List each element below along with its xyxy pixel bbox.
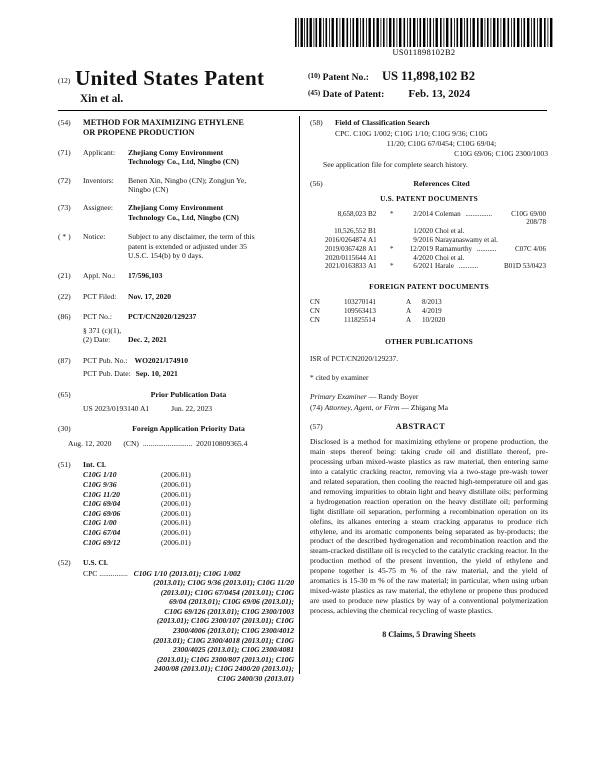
abstract-heading: ABSTRACT bbox=[395, 421, 446, 431]
foreign-kind: A bbox=[406, 297, 412, 306]
us-cl-line-text: (2013.01); C10G 2300/107 (2013.01); C10G bbox=[156, 616, 294, 626]
foreign-country: CN bbox=[310, 315, 320, 324]
foreign-priority-country: (CN) bbox=[123, 438, 139, 448]
us-cl-label: U.S. Cl. bbox=[83, 558, 108, 568]
invention-title-entry bbox=[58, 118, 294, 139]
us-cl-line bbox=[83, 588, 294, 598]
field-of-search-line2: 11/20; C10G 67/0454; C10G 69/04; bbox=[386, 139, 497, 148]
ref-date: 2/2014 bbox=[413, 209, 433, 218]
us-patent-documents-heading: U.S. PATENT DOCUMENTS bbox=[380, 194, 478, 204]
int-cl-version: (2006.01) bbox=[161, 479, 191, 489]
inid-22: (22) bbox=[58, 291, 71, 301]
table-row bbox=[310, 236, 548, 245]
appl-no-entry bbox=[58, 271, 294, 280]
ref-number: 10,526,552 bbox=[334, 227, 366, 236]
pct-pub-date-label: PCT Pub. Date: bbox=[83, 368, 131, 378]
us-cl-line-text: (2013.01); C10G 2300/807 (2013.01); C10G bbox=[156, 654, 294, 664]
ref-class bbox=[502, 254, 548, 263]
int-cl-entry bbox=[58, 460, 294, 469]
inventors-value bbox=[128, 176, 294, 195]
prior-pub-values bbox=[83, 404, 294, 413]
notice-value bbox=[128, 232, 294, 260]
us-cl-line-text: (2013.01); C10G 2300/4018 (2013.01); C10G bbox=[153, 635, 294, 645]
prior-pub-date: Jun. 22, 2023 bbox=[171, 403, 213, 413]
us-cl-line bbox=[83, 569, 294, 579]
pct-pub-value: WO2021/174910 bbox=[134, 355, 189, 365]
inid-86: (86) bbox=[58, 312, 71, 322]
patent-date-value: Feb. 13, 2024 bbox=[408, 88, 471, 100]
int-cl-version: (2006.01) bbox=[161, 489, 191, 499]
cpc-dots: ............... bbox=[99, 568, 128, 578]
fcs-cpc-label: CPC bbox=[335, 129, 350, 139]
ref-name-text: Ramamurthy bbox=[435, 244, 473, 253]
pct-371-body bbox=[83, 326, 294, 345]
ref-date: 1/2020 bbox=[413, 227, 433, 236]
foreign-patent-documents-table bbox=[310, 298, 548, 325]
ref-name-text: Harale bbox=[435, 262, 454, 271]
ref-name: Narayanaswamy et al. bbox=[435, 235, 498, 244]
ref-number: 2020/0115644 bbox=[325, 253, 366, 262]
table-row bbox=[310, 307, 548, 316]
ref-number: 2019/0367428 bbox=[325, 244, 366, 253]
other-publications-heading: OTHER PUBLICATIONS bbox=[385, 336, 473, 346]
primary-examiner-label: Primary Examiner bbox=[310, 392, 367, 402]
us-cl-line bbox=[83, 607, 294, 617]
foreign-priority-values bbox=[68, 439, 294, 448]
us-cl-line bbox=[83, 597, 294, 607]
inid-30: (30) bbox=[58, 424, 71, 434]
inid-spacer-371 bbox=[58, 326, 83, 345]
page-title: United States Patent bbox=[75, 66, 265, 90]
inid-21: (21) bbox=[58, 271, 71, 281]
notice-label: Notice: bbox=[83, 232, 106, 242]
foreign-number: 103270141 bbox=[344, 297, 376, 306]
foreign-date: 4/2019 bbox=[422, 306, 442, 315]
ref-kind: A1 bbox=[368, 262, 377, 271]
table-row bbox=[310, 262, 548, 271]
inid-56: (56) bbox=[310, 178, 323, 188]
table-row bbox=[310, 298, 548, 307]
ref-number: 8,658,023 bbox=[337, 209, 366, 218]
ref-name bbox=[435, 245, 502, 254]
ref-name bbox=[435, 210, 502, 219]
document-header bbox=[58, 66, 548, 108]
int-cl-table bbox=[83, 470, 294, 547]
references-cited-entry bbox=[310, 179, 548, 188]
inid-54: (54) bbox=[58, 118, 71, 127]
int-cl-row bbox=[83, 470, 294, 480]
us-cl-line-text: 69/04 (2013.01); C10G 69/06 (2013.01); bbox=[169, 597, 294, 607]
applicant-line1: Zhejiang Comy Environment bbox=[128, 147, 224, 157]
int-cl-code: C10G 9/36 bbox=[83, 479, 117, 489]
us-cl-line-text: C10G 2400/30 (2013.01) bbox=[217, 674, 294, 684]
prior-pub-number: US 2023/0193140 A1 bbox=[83, 403, 150, 413]
int-cl-row bbox=[83, 518, 294, 528]
attorney-name: Zhigang Ma bbox=[410, 402, 449, 412]
int-cl-row bbox=[83, 490, 294, 500]
inid-12: (12) bbox=[58, 76, 71, 85]
foreign-kind: A bbox=[406, 315, 412, 324]
cpc-label: CPC bbox=[83, 568, 98, 578]
barcode-number: US011898102B2 bbox=[392, 48, 456, 57]
applicant-label: Applicant: bbox=[83, 147, 116, 157]
us-cl-line bbox=[83, 578, 294, 588]
header-divider bbox=[58, 110, 547, 111]
foreign-date: 10/2020 bbox=[422, 315, 446, 324]
attorney-label: Attorney, Agent, or Firm bbox=[324, 402, 400, 412]
invention-title bbox=[83, 118, 294, 139]
pct-filed-label: PCT Filed: bbox=[83, 291, 117, 301]
pct-filed-value: Nov. 17, 2020 bbox=[128, 291, 172, 301]
inid-65: (65) bbox=[58, 390, 71, 400]
ref-subclass: 208/78 bbox=[526, 218, 546, 227]
patent-number-value: US 11,898,102 B2 bbox=[381, 69, 476, 83]
foreign-priority-date: Aug. 12, 2020 bbox=[68, 438, 112, 448]
int-cl-code: C10G 69/04 bbox=[83, 499, 121, 509]
assignee-value bbox=[128, 203, 294, 222]
ref-class bbox=[502, 236, 548, 245]
field-of-search-line4: See application file for complete search history. bbox=[323, 160, 468, 170]
invention-title-line1: METHOD FOR MAXIMIZING ETHYLENE bbox=[83, 118, 244, 127]
inid-spacer-pubdate bbox=[58, 369, 83, 378]
pct-pub-body bbox=[83, 356, 294, 365]
invention-title-line2: OR PROPENE PRODUCTION bbox=[83, 128, 195, 138]
inid-74: (74) bbox=[310, 402, 323, 412]
ref-number: 2016/0264874 bbox=[325, 235, 366, 244]
ref-star: * bbox=[390, 244, 394, 253]
foreign-priority-heading: Foreign Application Priority Data bbox=[132, 424, 245, 434]
us-cl-entry bbox=[58, 558, 294, 567]
ref-kind: A1 bbox=[368, 253, 377, 262]
int-cl-row bbox=[83, 538, 294, 548]
table-row bbox=[310, 254, 548, 263]
foreign-country: CN bbox=[310, 297, 320, 306]
barcode-block bbox=[290, 18, 558, 57]
ref-name: Choi et al. bbox=[435, 227, 465, 236]
ref-class bbox=[502, 227, 548, 236]
us-cl-line-text: C10G 69/126 (2013.01); C10G 2300/1003 bbox=[164, 606, 294, 616]
patent-number-row bbox=[308, 68, 475, 85]
title-row bbox=[58, 66, 264, 91]
ref-kind: B1 bbox=[368, 227, 377, 236]
pct-pub-date-entry bbox=[58, 369, 294, 378]
pct-pub-date-body bbox=[83, 369, 294, 378]
foreign-country: CN bbox=[310, 306, 320, 315]
us-cl-line-text: 2400/08 (2013.01); C10G 2400/20 (2013.01); bbox=[153, 664, 294, 674]
int-cl-version: (2006.01) bbox=[161, 499, 191, 509]
pct-371-date-value: Dec. 2, 2021 bbox=[128, 335, 167, 345]
int-cl-code: C10G 69/06 bbox=[83, 508, 121, 518]
patent-date-row bbox=[308, 85, 475, 102]
int-cl-row bbox=[83, 480, 294, 490]
field-of-search-line3: C10G 69/06; C10G 2300/1003 bbox=[454, 148, 548, 158]
ref-star: * bbox=[390, 262, 394, 271]
us-cl-line bbox=[83, 645, 294, 655]
ref-star bbox=[390, 236, 399, 245]
notice-line3: U.S.C. 154(b) by 0 days. bbox=[128, 251, 204, 261]
int-cl-code: C10G 69/12 bbox=[83, 537, 121, 547]
pct-pub-label: PCT Pub. No.: bbox=[83, 355, 128, 365]
pct-filed-entry bbox=[58, 292, 294, 301]
us-cl-line bbox=[83, 655, 294, 665]
pct-pub-date-value: Sep. 10, 2021 bbox=[135, 368, 178, 378]
other-publication-item: ISR of PCT/CN2020/129237. bbox=[310, 353, 399, 363]
pct-no-label: PCT No.: bbox=[83, 312, 112, 322]
inid-52: (52) bbox=[58, 558, 71, 568]
prior-pub-entry bbox=[58, 390, 294, 399]
us-cl-line-text: (2013.01); C10G 9/36 (2013.01); C10G 11/20 bbox=[153, 578, 294, 588]
inid-73: (73) bbox=[58, 203, 71, 213]
pct-371-date-row bbox=[83, 335, 294, 344]
primary-examiner-row bbox=[310, 392, 548, 402]
primary-examiner-name: Randy Boyer bbox=[378, 392, 419, 402]
left-column bbox=[58, 118, 294, 684]
field-of-search-body bbox=[323, 129, 548, 170]
table-row bbox=[310, 210, 548, 219]
assignee-line1: Zhejiang Comy Environment bbox=[128, 203, 224, 213]
inid-87: (87) bbox=[58, 355, 71, 365]
references-cited-heading: References Cited bbox=[413, 178, 470, 188]
ref-name bbox=[435, 262, 502, 271]
us-patent-documents-table bbox=[310, 210, 548, 272]
applicant-line2: Technology Co., Ltd, Ningbo (CN) bbox=[128, 157, 239, 167]
inid-58: (58) bbox=[310, 118, 323, 127]
int-cl-code: C10G 1/00 bbox=[83, 518, 117, 528]
appl-no-label: Appl. No.: bbox=[83, 271, 116, 281]
foreign-patent-documents-heading: FOREIGN PATENT DOCUMENTS bbox=[369, 282, 489, 292]
inid-51: (51) bbox=[58, 459, 71, 469]
ref-kind: A1 bbox=[368, 244, 377, 253]
attorney-dash: — bbox=[399, 402, 411, 412]
int-cl-version: (2006.01) bbox=[161, 470, 191, 480]
header-left bbox=[58, 66, 264, 105]
table-row bbox=[310, 316, 548, 325]
applicant-value bbox=[128, 148, 294, 167]
pct-371-entry bbox=[58, 326, 294, 345]
applicant-entry bbox=[58, 148, 294, 167]
fcs-line1-text: . C10G 1/002; C10G 1/10; C10G 9/36; C10G bbox=[349, 129, 488, 139]
ref-dots: ............... bbox=[465, 209, 493, 218]
assignee-entry bbox=[58, 203, 294, 222]
abstract-text: Disclosed is a method for maximizing ethylene or propene production, the main steps thereof being: taking crude oil and distillate thereof, pre-processing urban mixed-waste plastics as raw material, then entering same into a catalytic cracking reactor, removing via a two-stage pre-wash tower and related separation, then cooling the reacted high-temperature oil and gas and removing impurities to obtain light and heavy distillate oils; performing a hydrogenation reaction operation on the heavy distillate oil; performing light distillate oil separation, performing a recombination operation on its olefins, its alkanes entering a steam cracking apparatus to produce rich ethylene, and its aromatic components being separated as by-products; the product of the described hydrogenation and recombination reaction and the steam-cracked distillate oil is recycled to the catalytic cracking reactor. In the production method of the present invention, the yield of ethylene and propene together is 45-75 m % of the raw material, and the yield of aromatics is 15-30 m % of the raw material; in particular, when using urban mixed-waste plastics as raw material, the ethylene or propene thus produced are used to produce new plastics by way of a conventional polymerization process, achieving the chemical recycling of waste plastics. bbox=[310, 437, 548, 615]
us-cl-line-text: (2013.01); C10G 67/0454 (2013.01); C10G bbox=[160, 587, 294, 597]
inventors-label: Inventors: bbox=[83, 175, 114, 185]
int-cl-code: C10G 1/10 bbox=[83, 470, 117, 480]
foreign-date: 8/2013 bbox=[422, 297, 442, 306]
prior-pub-heading: Prior Publication Data bbox=[150, 390, 227, 400]
abstract-heading-row bbox=[310, 422, 548, 431]
int-cl-version: (2006.01) bbox=[161, 518, 191, 528]
int-cl-code: C10G 11/20 bbox=[83, 489, 120, 499]
us-cl-line bbox=[83, 626, 294, 636]
claims-and-drawings-line: 8 Claims, 5 Drawing Sheets bbox=[382, 629, 476, 639]
patent-number-label: Patent No.: bbox=[322, 72, 369, 83]
inventors-line1: Benen Xin, Ningbo (CN); Zongjun Ye, bbox=[128, 175, 247, 185]
us-cl-line bbox=[83, 636, 294, 646]
us-cl-line bbox=[83, 674, 294, 684]
int-cl-code: C10G 67/04 bbox=[83, 527, 121, 537]
int-cl-version: (2006.01) bbox=[161, 527, 191, 537]
ref-class: B01D 53/0423 bbox=[504, 262, 546, 271]
foreign-number: 111825514 bbox=[344, 315, 376, 324]
field-of-search-heading: Field of Classification Search bbox=[335, 118, 430, 127]
ref-class: C07C 4/06 bbox=[515, 244, 546, 253]
field-of-search-entry bbox=[310, 118, 548, 127]
us-cl-line-text: 2300/4025 (2013.01); C10G 2300/4081 bbox=[172, 645, 294, 655]
pct-371-date-label: (2) Date: bbox=[83, 335, 111, 345]
ref-date: 6/2021 bbox=[413, 262, 433, 271]
inventors-line2: Ningbo (CN) bbox=[128, 185, 169, 195]
foreign-priority-entry bbox=[58, 424, 294, 433]
table-row bbox=[310, 245, 548, 254]
ref-star: * bbox=[390, 209, 394, 218]
assignee-line2: Technology Co., Ltd, Ningbo (CN) bbox=[128, 212, 239, 222]
pct-no-value: PCT/CN2020/129237 bbox=[128, 312, 197, 322]
pct-371-line: § 371 (c)(1), bbox=[83, 325, 122, 335]
notice-line1: Subject to any disclaimer, the term of this bbox=[128, 232, 255, 242]
ref-star bbox=[390, 227, 399, 236]
ref-date: 9/2016 bbox=[413, 235, 433, 244]
ref-date: 12/2019 bbox=[409, 244, 433, 253]
int-cl-row bbox=[83, 509, 294, 519]
foreign-priority-number: 202010809365.4 bbox=[196, 438, 248, 448]
right-column bbox=[310, 118, 548, 639]
us-cl-line bbox=[83, 616, 294, 626]
ref-date: 4/2020 bbox=[413, 253, 433, 262]
inid-57: (57) bbox=[310, 421, 323, 431]
int-cl-label: Int. Cl. bbox=[83, 459, 106, 469]
patent-date-label: Date of Patent: bbox=[322, 89, 385, 100]
ref-kind: B2 bbox=[368, 209, 377, 218]
ref-class: C10G 69/00 bbox=[511, 209, 546, 218]
pct-pub-entry bbox=[58, 356, 294, 365]
us-cl-line bbox=[83, 664, 294, 674]
us-cl-line-text: 2300/4006 (2013.01); C10G 2300/4012 bbox=[172, 626, 294, 636]
inid-45: (45) bbox=[308, 88, 321, 97]
ref-number: 2021/0163833 bbox=[325, 262, 366, 271]
table-row-subclass bbox=[310, 218, 548, 227]
inid-10: (10) bbox=[308, 71, 321, 80]
foreign-kind: A bbox=[406, 306, 412, 315]
int-cl-version: (2006.01) bbox=[161, 508, 191, 518]
inventors-entry bbox=[58, 176, 294, 195]
foreign-priority-dots: .......................... bbox=[142, 438, 193, 448]
assignee-label: Assignee: bbox=[83, 203, 113, 213]
examiner-dash: — bbox=[366, 392, 379, 402]
table-row bbox=[310, 227, 548, 236]
ref-dots: ........... bbox=[476, 244, 497, 253]
barcode-image bbox=[293, 18, 555, 47]
inventor-short-name: Xin et al. bbox=[80, 93, 124, 105]
notice-line2: patent is extended or adjusted under 35 bbox=[128, 241, 247, 251]
column-divider bbox=[299, 116, 300, 674]
cited-by-examiner: * cited by examiner bbox=[310, 372, 369, 382]
int-cl-row bbox=[83, 528, 294, 538]
notice-entry bbox=[58, 232, 294, 260]
us-cl-line-text: C10G 1/10 (2013.01); C10G 1/002 bbox=[133, 568, 241, 578]
ref-name: Choi et al. bbox=[435, 253, 465, 262]
ref-dots: ........... bbox=[458, 262, 479, 271]
pct-no-entry bbox=[58, 312, 294, 321]
ref-star bbox=[390, 254, 399, 263]
appl-no-value: 17/596,103 bbox=[128, 271, 163, 281]
attorney-row bbox=[310, 403, 548, 413]
foreign-number: 109563413 bbox=[344, 306, 376, 315]
int-cl-version: (2006.01) bbox=[161, 537, 191, 547]
us-cl-body bbox=[83, 569, 294, 684]
field-of-search-line1 bbox=[335, 129, 548, 139]
inid-72: (72) bbox=[58, 175, 71, 185]
int-cl-row bbox=[83, 499, 294, 509]
inid-notice: ( * ) bbox=[58, 232, 71, 242]
inid-71: (71) bbox=[58, 147, 71, 157]
header-right bbox=[308, 68, 475, 102]
ref-name-text: Coleman bbox=[435, 209, 461, 218]
ref-kind: A1 bbox=[368, 235, 377, 244]
